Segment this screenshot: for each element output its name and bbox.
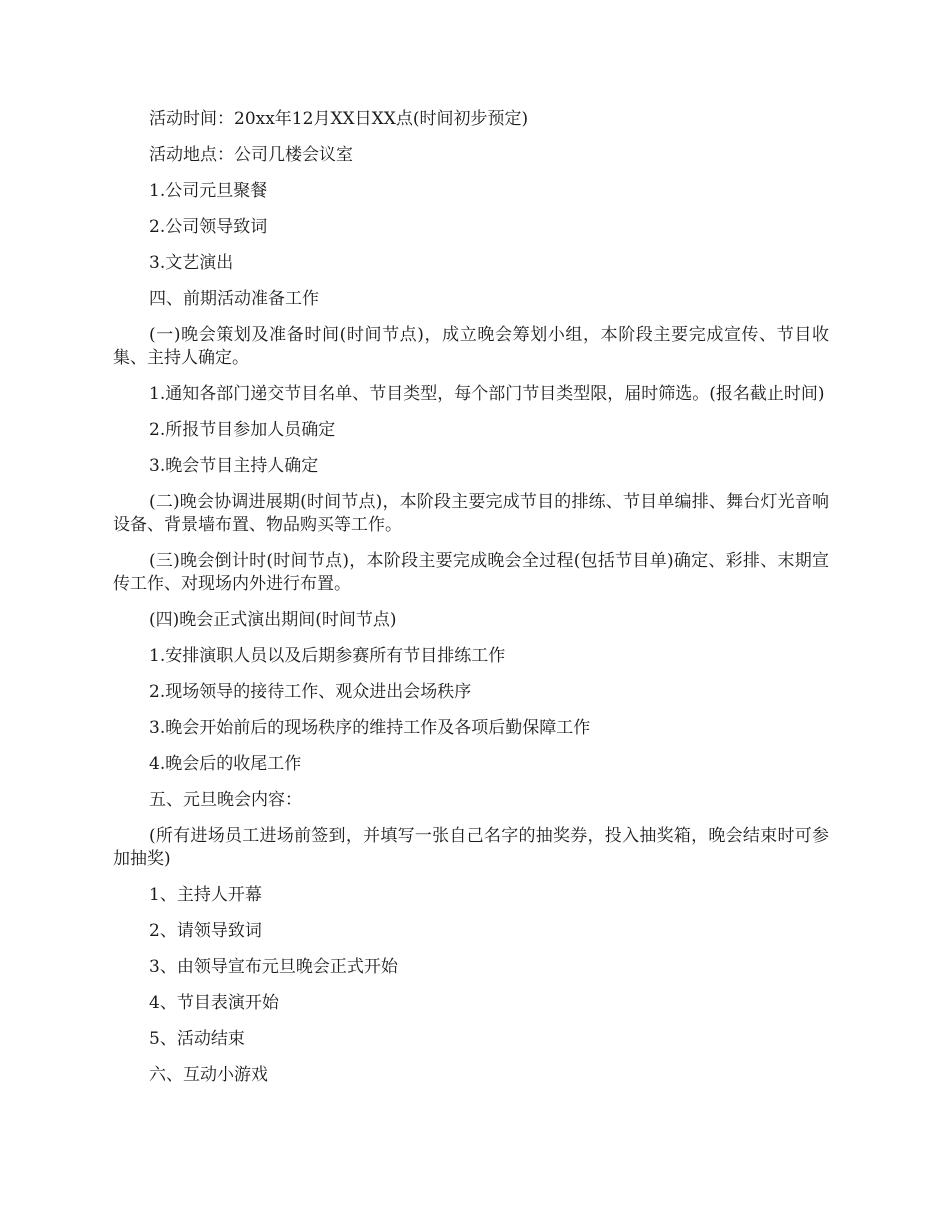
paragraph: (所有进场员工进场前签到，并填写一张自己名字的抽奖券，投入抽奖箱，晚会结束时可参加抽奖) — [113, 826, 829, 869]
paragraph: (四)晚会正式演出期间(时间节点) — [149, 610, 397, 630]
list-item: 3.晚会节目主持人确定 — [149, 456, 319, 476]
paragraph: (一)晚会策划及准备时间(时间节点)，成立晚会筹划小组，本阶段主要完成宣传、节目收集、主持人确定。 — [113, 325, 829, 368]
document-body — [113, 108, 829, 1100]
list-item: 2.现场领导的接待工作、观众进出会场秩序 — [149, 682, 472, 702]
list-item: 3、由领导宣布元旦晚会正式开始 — [149, 957, 398, 977]
section-heading: 六、互动小游戏 — [149, 1065, 268, 1085]
list-item: 1.通知各部门递交节目名单、节目类型，每个部门节目类型限，届时筛选。(报名截止时间) — [149, 384, 825, 404]
list-item: 2、请领导致词 — [149, 921, 262, 941]
list-item: 5、活动结束 — [149, 1029, 245, 1049]
list-item: 1、主持人开幕 — [149, 885, 262, 905]
section-heading: 四、前期活动准备工作 — [149, 289, 319, 309]
list-item: 4.晚会后的收尾工作 — [149, 754, 302, 774]
paragraph: (二)晚会协调进展期(时间节点)，本阶段主要完成节目的排练、节目单编排、舞台灯光音响设备、背景墙布置、物品购买等工作。 — [113, 492, 829, 535]
list-item: 2.公司领导致词 — [149, 217, 268, 237]
paragraph-activity-time: 活动时间：20xx年12月XX日XX点(时间初步预定) — [149, 109, 529, 129]
section-heading: 五、元旦晚会内容： — [149, 790, 302, 810]
list-item: 3.文艺演出 — [149, 253, 234, 273]
list-item: 2.所报节目参加人员确定 — [149, 420, 336, 440]
list-item: 1.公司元旦聚餐 — [149, 181, 268, 201]
paragraph-activity-location: 活动地点：公司几楼会议室 — [149, 145, 353, 165]
list-item: 3.晚会开始前后的现场秩序的维持工作及各项后勤保障工作 — [149, 718, 591, 738]
list-item: 4、节目表演开始 — [149, 993, 279, 1013]
paragraph: (三)晚会倒计时(时间节点)，本阶段主要完成晚会全过程(包括节目单)确定、彩排、末期宣传工作、对现场内外进行布置。 — [113, 551, 829, 594]
list-item: 1.安排演职人员以及后期参赛所有节目排练工作 — [149, 646, 506, 666]
